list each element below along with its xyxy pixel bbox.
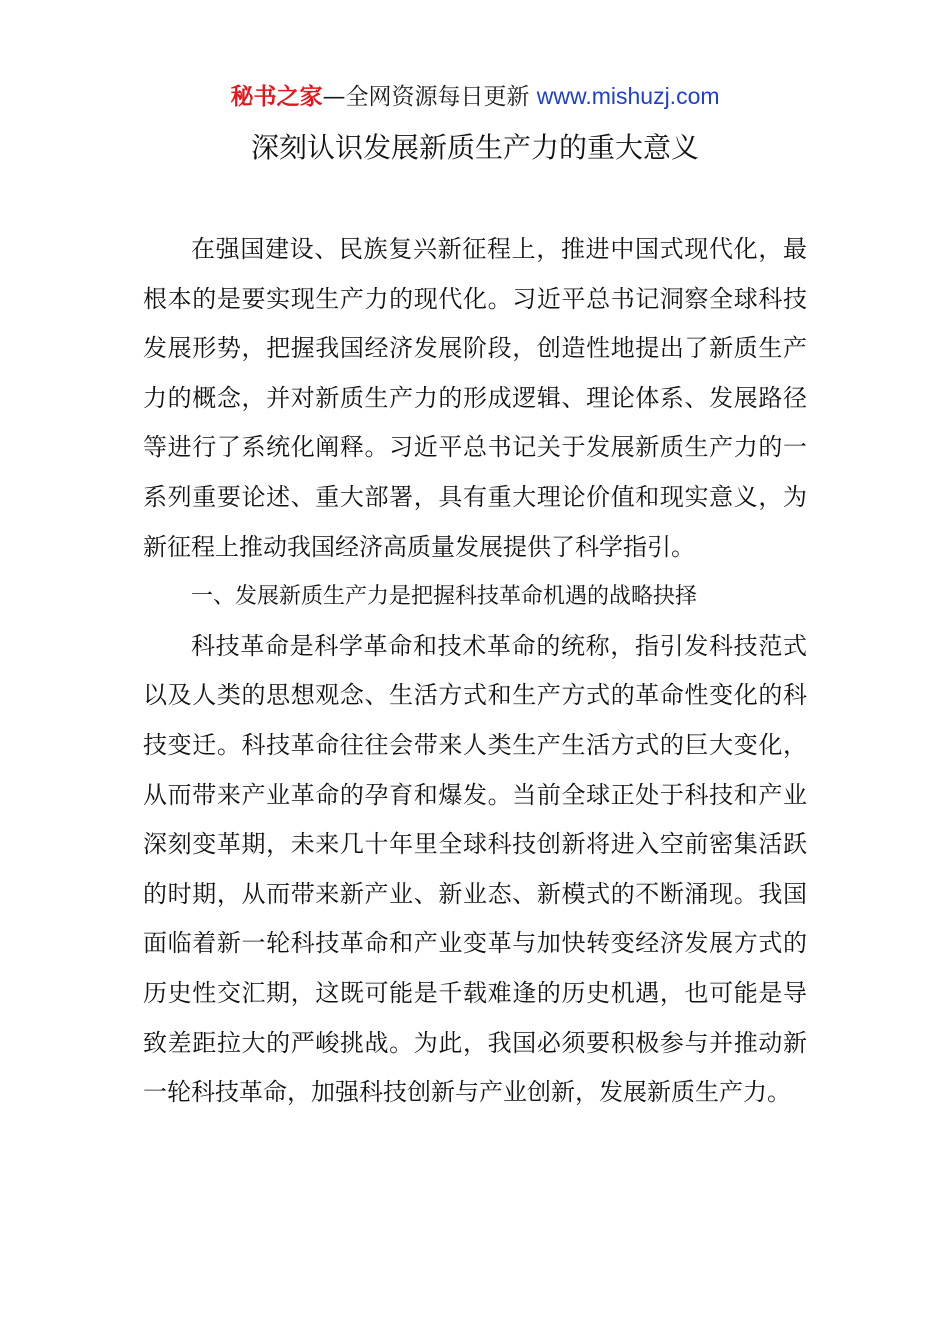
intro-paragraph: 在强国建设、民族复兴新征程上，推进中国式现代化，最根本的是要实现生产力的现代化。习近平总书记洞察全球科技发展形势，把握我国经济发展阶段，创造性地提出了新质生产力的概念，并对新质生产力的形成逻辑、理论体系、发展路径等进行了系统化阐释。习近平总书记关于发展新质生产力的一系列重要论述、重大部署，具有重大理论价值和现实意义，为新征程上推动我国经济高质量发展提供了科学指引。 <box>143 235 807 561</box>
site-brand: 秘书之家 <box>230 84 323 110</box>
document-body <box>143 225 807 1118</box>
section-1-heading: 一、发展新质生产力是把握科技革命机遇的战略抉择 <box>191 584 698 610</box>
site-header <box>0 80 950 113</box>
site-url-link[interactable]: www.mishuzj.com <box>536 83 720 109</box>
document-title: 深刻认识发展新质生产力的重大意义 <box>250 131 699 164</box>
site-tagline: —全网资源每日更新 <box>322 84 530 110</box>
section-1-paragraph: 科技革命是科学革命和技术革命的统称，指引发科技范式以及人类的思想观念、生活方式和生产方式的革命性变化的科技变迁。科技革命往往会带来人类生产生活方式的巨大变化，从而带来产业革命的孕育和爆发。当前全球正处于科技和产业深刻变革期，未来几十年里全球科技创新将进入空前密集活跃的时期，从而带来新产业、新业态、新模式的不断涌现。我国面临着新一轮科技革命和产业变革与加快转变经济发展方式的历史性交汇期，这既可能是千载难逢的历史机遇，也可能是导致差距拉大的严峻挑战。为此，我国必须要积极参与并推动新一轮科技革命，加强科技创新与产业创新，发展新质生产力。 <box>143 631 807 1107</box>
